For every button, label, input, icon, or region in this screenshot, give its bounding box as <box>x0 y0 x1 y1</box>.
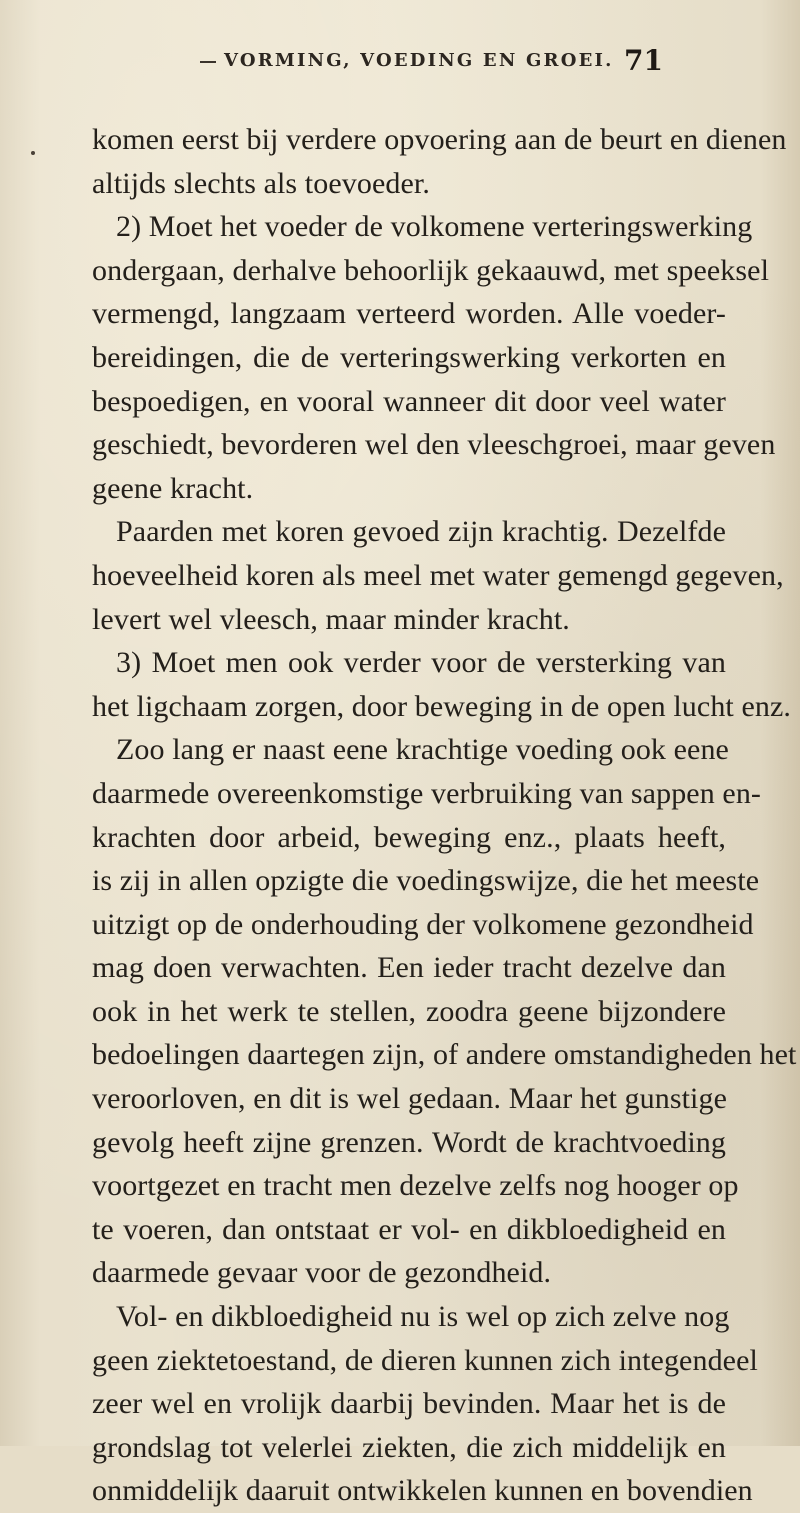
text-line: vermengd, langzaam verteerd worden. Alle voeder- <box>92 297 726 331</box>
text-line: voortgezet en tracht men dezelve zelfs nog hooger op <box>92 1169 739 1203</box>
text-line: Zoo lang er naast eene krachtige voeding ook eene <box>116 733 729 767</box>
margin-mark <box>31 151 35 155</box>
text-line: veroorloven, en dit is wel gedaan. Maar het gunstige <box>92 1082 728 1116</box>
text-line: bereidingen, die de verteringswerking verkorten en <box>92 340 726 374</box>
text-line: Vol- en dikbloedigheid nu is wel op zich zelve nog <box>116 1300 730 1334</box>
text-line: hoeveelheid koren als meel met water gemengd gegeven, <box>92 558 784 592</box>
text-line: altijds slechts als toevoeder. <box>92 166 430 200</box>
text-line: te voeren, dan ontstaat er vol- en dikbloedigheid en <box>92 1212 726 1246</box>
page-header <box>0 42 800 82</box>
text-line: 2) Moet het voeder de volkomene verteringswerking <box>116 210 753 244</box>
text-line: daarmede overeenkomstige verbruiking van sappen en- <box>92 776 762 810</box>
text-line: grondslag tot velerlei ziekten, die zich middelijk en <box>92 1430 726 1464</box>
text-line: 3) Moet men ook verder voor de versterking van <box>116 646 726 680</box>
text-line: ook in het werk te stellen, zoodra geene bijzondere <box>92 994 726 1028</box>
text-line: uitzigt op de onderhouding der volkomene gezondheid <box>92 907 754 941</box>
page-number: 71 <box>624 44 663 77</box>
running-head: VORMING, VOEDING EN GROEI. <box>224 50 614 71</box>
text-line: geschiedt, bevorderen wel den vleeschgroei, maar geven <box>92 428 776 462</box>
text-line: daarmede gevaar voor de gezondheid. <box>92 1256 552 1290</box>
text-line: ondergaan, derhalve behoorlijk gekaauwd, met speeksel <box>92 253 770 287</box>
body-text <box>92 118 797 1513</box>
text-line: bedoelingen daartegen zijn, of andere omstandigheden het <box>92 1038 797 1072</box>
text-line: gevolg heeft zijne grenzen. Wordt de krachtvoeding <box>92 1125 726 1159</box>
text-line: geen ziektetoestand, de dieren kunnen zich integendeel <box>92 1343 758 1377</box>
text-line: mag doen verwachten. Een ieder tracht dezelve dan <box>92 951 726 985</box>
text-line: het ligchaam zorgen, door beweging in de open lucht enz. <box>92 689 791 723</box>
text-line: is zij in allen opzigte die voedingswijze, die het meeste <box>92 864 760 898</box>
text-line: bespoedigen, en vooral wanneer dit door veel water <box>92 384 726 418</box>
text-line: Paarden met koren gevoed zijn krachtig. Dezelfde <box>116 515 726 549</box>
text-line: zeer wel en vrolijk daarbij bevinden. Maar het is de <box>92 1387 726 1421</box>
text-line: levert wel vleesch, maar minder kracht. <box>92 602 570 636</box>
text-line: komen eerst bij verdere opvoering aan de beurt en dienen <box>92 123 787 156</box>
text-line: geene kracht. <box>92 471 254 505</box>
text-line: onmiddelijk daaruit ontwikkelen kunnen en bovendien <box>92 1474 753 1508</box>
text-line: krachten door arbeid, beweging enz., plaats heeft, <box>92 820 726 854</box>
header-dash <box>200 61 216 63</box>
